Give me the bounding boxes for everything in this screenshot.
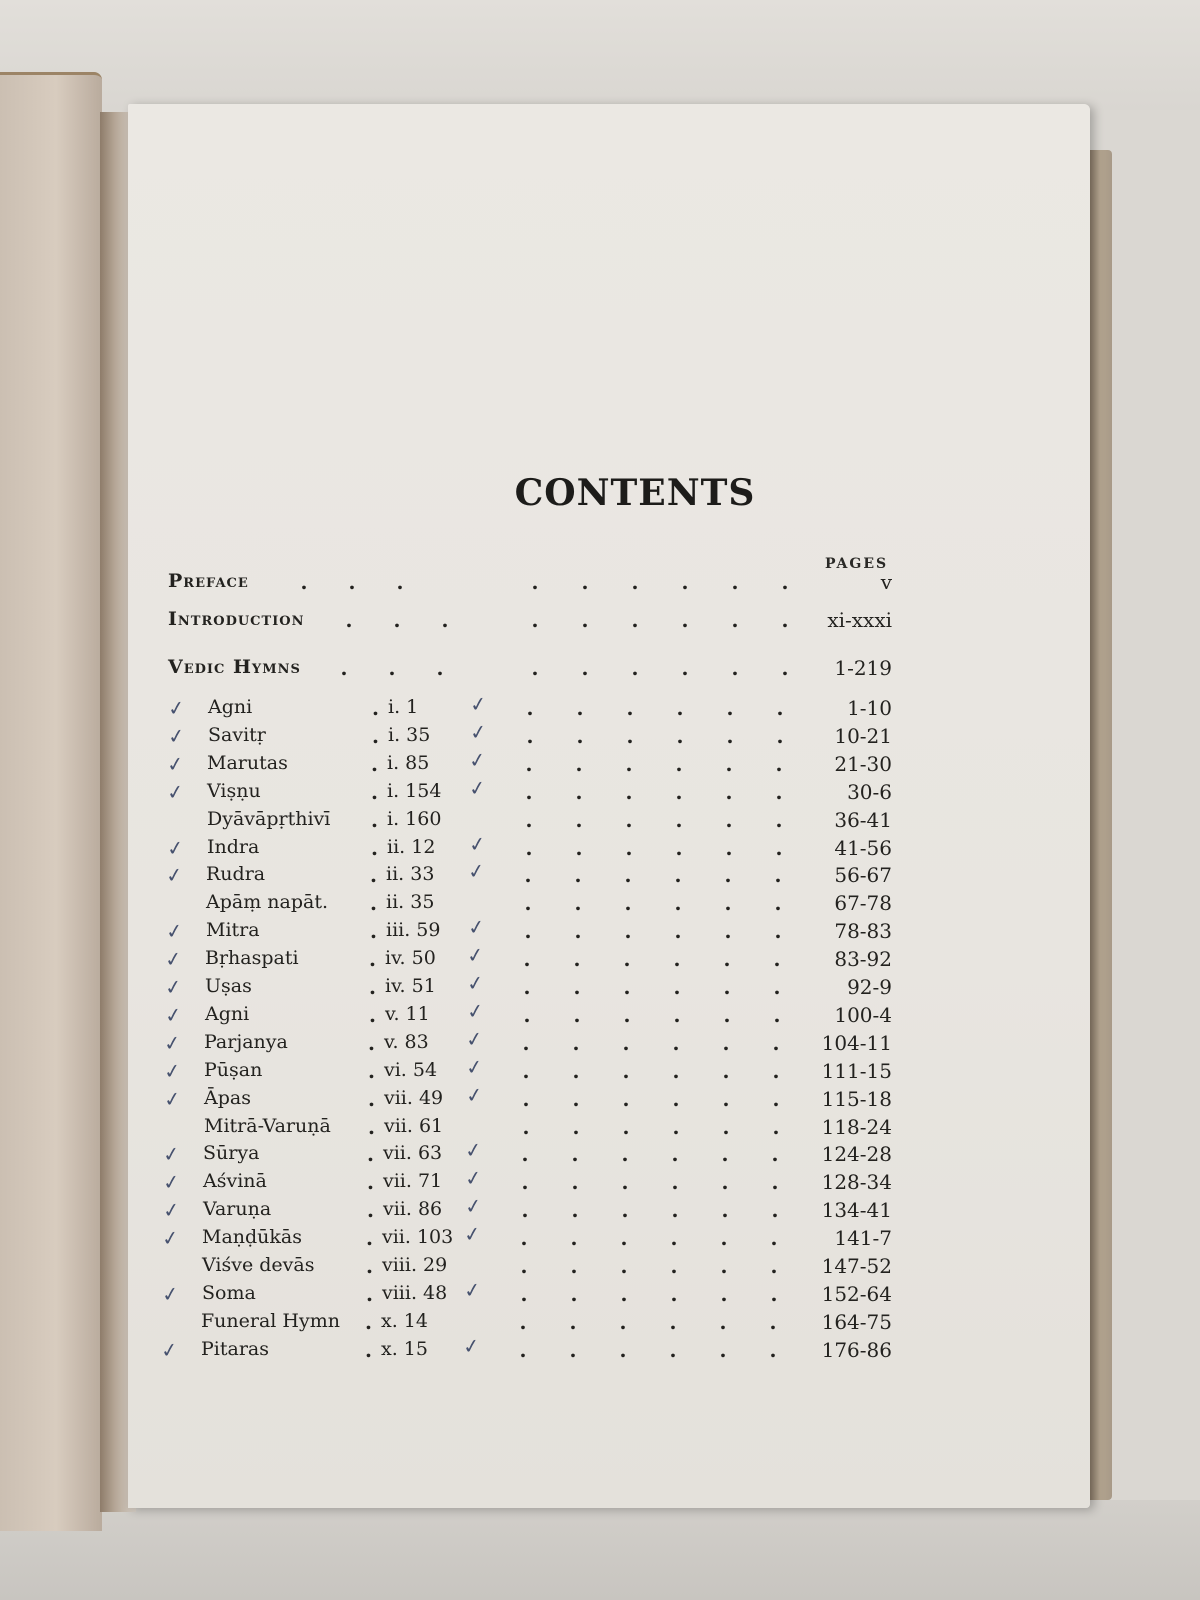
ref-dot: . [367, 1142, 374, 1166]
pencil-checkmark-icon: ✓ [467, 830, 488, 858]
pages-column-header: PAGES [825, 556, 889, 572]
hymn-name: Viśve devās [202, 1254, 315, 1276]
toc-hymn-row[interactable] [0, 997, 1200, 1031]
hymn-pages: 36-41 [834, 808, 892, 832]
pencil-tick-icon: ✓ [165, 750, 186, 778]
dot-leader: . . . . . . [519, 1338, 777, 1362]
pencil-checkmark-icon: ✓ [466, 857, 487, 885]
hymn-pages: 56-67 [834, 863, 892, 887]
hymn-name: Mitrā-Varuṇā [204, 1115, 331, 1137]
section-pages: xi-xxxi [827, 608, 892, 632]
hymn-reference: iv. 51 [385, 975, 436, 997]
hymn-name: Uṣas [205, 975, 252, 997]
toc-hymn-row[interactable] [0, 808, 1200, 836]
pencil-checkmark-icon: ✓ [464, 1081, 485, 1109]
hymn-pages: 41-56 [834, 836, 892, 860]
hymn-name: Pitaras [201, 1338, 269, 1360]
dot-leader: . . . . . . [520, 1282, 778, 1306]
ref-dot: . [368, 1115, 375, 1139]
hymn-pages: 100-4 [834, 1003, 892, 1027]
toc-hymn-row[interactable] [0, 1254, 1200, 1282]
hymn-reference: ii. 12 [387, 836, 436, 858]
toc-hymn-row[interactable] [0, 1276, 1200, 1310]
dot-leader: . . . . . . [524, 919, 782, 943]
toc-hymn-row[interactable] [0, 746, 1200, 780]
hymn-pages: 134-41 [821, 1198, 892, 1222]
pencil-checkmark-icon: ✓ [465, 941, 486, 969]
hymn-reference: i. 154 [387, 780, 442, 802]
pencil-tick-icon: ✓ [159, 1336, 180, 1364]
hymn-name: Agni [208, 696, 253, 718]
pencil-checkmark-icon: ✓ [466, 913, 487, 941]
dot-leader: . . . . . . [523, 947, 781, 971]
hymn-reference: i. 160 [387, 808, 442, 830]
ref-dot: . [369, 975, 376, 999]
hymn-pages: 1-10 [847, 696, 892, 720]
hymn-pages: 104-11 [821, 1031, 892, 1055]
dot-leader: . . . . . . [525, 808, 783, 832]
pencil-tick-icon: ✓ [160, 1224, 181, 1252]
dot-leader: . . . [345, 608, 449, 632]
ref-dot: . [367, 1198, 374, 1222]
dot-leader: . . . . . . [531, 608, 789, 632]
toc-hymn-row[interactable] [0, 1332, 1200, 1366]
toc-hymn-row[interactable] [0, 1220, 1200, 1254]
toc-hymn-row[interactable] [0, 1136, 1200, 1170]
ref-dot: . [368, 1087, 375, 1111]
dot-leader: . . . . . . [524, 863, 782, 887]
dot-leader: . . . [340, 656, 444, 680]
toc-hymn-row[interactable] [0, 774, 1200, 808]
hymn-reference: v. 83 [384, 1031, 429, 1053]
pencil-checkmark-icon: ✓ [463, 1192, 484, 1220]
toc-section-row[interactable] [0, 656, 1200, 684]
dot-leader: . . . [300, 570, 404, 594]
hymn-name: Āpas [204, 1087, 251, 1109]
pencil-checkmark-icon: ✓ [465, 997, 486, 1025]
hymn-name: Savitṛ [208, 724, 266, 746]
pencil-tick-icon: ✓ [160, 1280, 181, 1308]
hymn-name: Apāṃ napāt. [206, 891, 328, 913]
dot-leader: . . . . . . [521, 1142, 779, 1166]
pencil-checkmark-icon: ✓ [462, 1276, 483, 1304]
ref-dot: . [366, 1254, 373, 1278]
hymn-name: Funeral Hymn [201, 1310, 340, 1332]
ref-dot: . [370, 891, 377, 915]
section-pages: v [880, 570, 892, 594]
hymn-name: Mitra [206, 919, 260, 941]
toc-hymn-row[interactable] [0, 857, 1200, 891]
ref-dot: . [365, 1310, 372, 1334]
pencil-tick-icon: ✓ [163, 973, 184, 1001]
toc-hymn-row[interactable] [0, 913, 1200, 947]
hymn-pages: 176-86 [821, 1338, 892, 1362]
pencil-checkmark-icon: ✓ [468, 718, 489, 746]
ref-dot: . [371, 780, 378, 804]
hymn-pages: 118-24 [821, 1115, 892, 1139]
pencil-tick-icon: ✓ [166, 694, 187, 722]
hymn-reference: i. 85 [387, 752, 430, 774]
hymn-reference: vii. 86 [383, 1198, 443, 1220]
toc-hymn-row[interactable] [0, 1310, 1200, 1338]
hymn-reference: v. 11 [385, 1003, 430, 1025]
ref-dot: . [368, 1031, 375, 1055]
pencil-checkmark-icon: ✓ [463, 1164, 484, 1192]
hymn-pages: 128-34 [821, 1170, 892, 1194]
hymn-pages: 67-78 [834, 891, 892, 915]
ref-dot: . [369, 1003, 376, 1027]
section-label: Introduction [168, 608, 305, 630]
dot-leader: . . . . . . [522, 1087, 780, 1111]
pencil-tick-icon: ✓ [162, 1085, 183, 1113]
toc-hymn-row[interactable] [0, 891, 1200, 919]
hymn-pages: 78-83 [834, 919, 892, 943]
toc-hymn-row[interactable] [0, 1115, 1200, 1143]
hymn-pages: 164-75 [821, 1310, 892, 1334]
dot-leader: . . . . . . [521, 1170, 779, 1194]
hymn-name: Aśvinā [203, 1170, 267, 1192]
hymn-name: Parjanya [204, 1031, 288, 1053]
ref-dot: . [371, 836, 378, 860]
dot-leader: . . . . . . [526, 696, 784, 720]
hymn-reference: vii. 71 [383, 1170, 443, 1192]
hymn-reference: iv. 50 [385, 947, 436, 969]
dot-leader: . . . . . . [525, 780, 783, 804]
toc-hymn-row[interactable] [0, 718, 1200, 752]
toc-hymn-row[interactable] [0, 830, 1200, 864]
dot-leader: . . . . . . [531, 656, 789, 680]
hymn-reference: x. 15 [381, 1338, 428, 1360]
pencil-checkmark-icon: ✓ [467, 774, 488, 802]
toc-hymn-row[interactable] [0, 1164, 1200, 1198]
hymn-reference: viii. 29 [382, 1254, 448, 1276]
page-title: CONTENTS [514, 472, 756, 514]
dot-leader: . . . . . . [522, 1059, 780, 1083]
ref-dot: . [366, 1282, 373, 1306]
hymn-reference: vii. 63 [383, 1142, 443, 1164]
dot-leader: . . . . . . [520, 1226, 778, 1250]
ref-dot: . [371, 752, 378, 776]
hymn-pages: 21-30 [834, 752, 892, 776]
ref-dot: . [366, 1226, 373, 1250]
pencil-tick-icon: ✓ [166, 722, 187, 750]
pencil-tick-icon: ✓ [161, 1168, 182, 1196]
section-label: Preface [168, 570, 249, 592]
hymn-pages: 115-18 [821, 1087, 892, 1111]
hymn-name: Soma [202, 1282, 256, 1304]
dot-leader: . . . . . . [521, 1198, 779, 1222]
toc-section-row[interactable] [0, 608, 1200, 636]
hymn-name: Agni [205, 1003, 250, 1025]
hymn-name: Marutas [207, 752, 288, 774]
toc-hymn-row[interactable] [0, 690, 1200, 724]
ref-dot: . [370, 919, 377, 943]
hymn-reference: viii. 48 [382, 1282, 448, 1304]
hymn-reference: i. 1 [388, 696, 419, 718]
hymn-name: Pūṣan [204, 1059, 263, 1081]
hymn-reference: vi. 54 [384, 1059, 438, 1081]
backdrop-top [0, 0, 1200, 110]
hymn-reference: ii. 33 [386, 863, 435, 885]
pencil-checkmark-icon: ✓ [464, 1053, 485, 1081]
ref-dot: . [368, 1059, 375, 1083]
dot-leader: . . . . . . [525, 836, 783, 860]
hymn-name: Maṇḍūkās [202, 1226, 303, 1248]
hymn-pages: 30-6 [847, 780, 892, 804]
hymn-reference: vii. 61 [384, 1115, 444, 1137]
dot-leader: . . . . . . [524, 891, 782, 915]
hymn-pages: 83-92 [834, 947, 892, 971]
ref-dot: . [372, 724, 379, 748]
ref-dot: . [369, 947, 376, 971]
hymn-name: Varuṇa [203, 1198, 272, 1220]
pencil-checkmark-icon: ✓ [463, 1136, 484, 1164]
dot-leader: . . . . . . [520, 1254, 778, 1278]
hymn-name: Rudra [206, 863, 266, 885]
dot-leader: . . . . . . [523, 1003, 781, 1027]
pencil-tick-icon: ✓ [161, 1140, 182, 1168]
dot-leader: . . . . . . [531, 570, 789, 594]
pencil-tick-icon: ✓ [164, 917, 185, 945]
hymn-pages: 152-64 [821, 1282, 892, 1306]
pencil-checkmark-icon: ✓ [461, 1332, 482, 1360]
toc-hymn-row[interactable] [0, 1025, 1200, 1059]
section-label: Vedic Hymns [168, 656, 301, 678]
ref-dot: . [372, 696, 379, 720]
hymn-pages: 10-21 [834, 724, 892, 748]
hymn-reference: x. 14 [381, 1310, 428, 1332]
dot-leader: . . . . . . [526, 724, 784, 748]
pencil-checkmark-icon: ✓ [467, 746, 488, 774]
toc-hymn-row[interactable] [0, 1053, 1200, 1087]
hymn-pages: 124-28 [821, 1142, 892, 1166]
hymn-name: Indra [207, 836, 260, 858]
dot-leader: . . . . . . [519, 1310, 777, 1334]
dot-leader: . . . . . . [525, 752, 783, 776]
toc-hymn-row[interactable] [0, 1192, 1200, 1226]
dot-leader: . . . . . . [522, 1031, 780, 1055]
toc-hymn-row[interactable] [0, 1081, 1200, 1115]
pencil-tick-icon: ✓ [164, 861, 185, 889]
hymn-pages: 92-9 [847, 975, 892, 999]
section-pages: 1-219 [834, 656, 892, 680]
pencil-tick-icon: ✓ [162, 1029, 183, 1057]
pencil-checkmark-icon: ✓ [465, 969, 486, 997]
pencil-checkmark-icon: ✓ [464, 1025, 485, 1053]
dot-leader: . . . . . . [522, 1115, 780, 1139]
pencil-tick-icon: ✓ [165, 834, 186, 862]
hymn-reference: i. 35 [388, 724, 431, 746]
hymn-reference: vii. 103 [382, 1226, 454, 1248]
dot-leader: . . . . . . [523, 975, 781, 999]
backdrop-bottom [0, 1500, 1200, 1600]
pencil-tick-icon: ✓ [165, 778, 186, 806]
hymn-name: Sūrya [203, 1142, 260, 1164]
hymn-pages: 141-7 [834, 1226, 892, 1250]
pencil-tick-icon: ✓ [162, 1057, 183, 1085]
pencil-tick-icon: ✓ [161, 1196, 182, 1224]
ref-dot: . [365, 1338, 372, 1362]
toc-hymn-row[interactable] [0, 969, 1200, 1003]
pencil-checkmark-icon: ✓ [462, 1220, 483, 1248]
ref-dot: . [371, 808, 378, 832]
ref-dot: . [370, 863, 377, 887]
hymn-name: Bṛhaspati [205, 947, 299, 969]
pencil-checkmark-icon: ✓ [468, 690, 489, 718]
ref-dot: . [367, 1170, 374, 1194]
toc-hymn-row[interactable] [0, 941, 1200, 975]
pencil-tick-icon: ✓ [163, 945, 184, 973]
pencil-tick-icon: ✓ [163, 1001, 184, 1029]
hymn-pages: 147-52 [821, 1254, 892, 1278]
hymn-reference: iii. 59 [386, 919, 441, 941]
hymn-name: Dyāvāpṛthivī [207, 808, 331, 830]
toc-section-row[interactable] [0, 570, 1200, 598]
hymn-reference: vii. 49 [384, 1087, 444, 1109]
hymn-pages: 111-15 [821, 1059, 892, 1083]
hymn-name: Viṣṇu [207, 780, 261, 802]
hymn-reference: ii. 35 [386, 891, 435, 913]
